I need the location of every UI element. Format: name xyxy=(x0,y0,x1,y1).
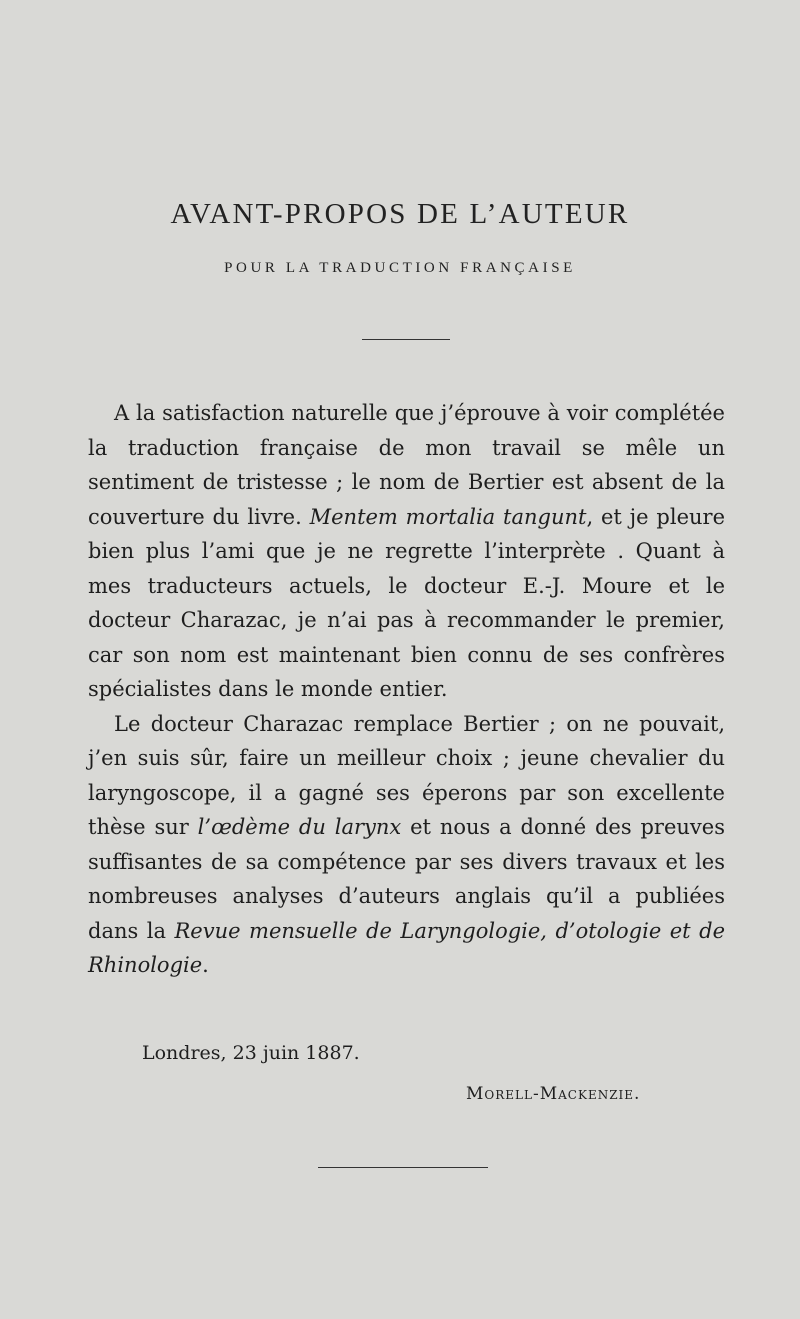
paragraph-2 xyxy=(88,707,725,983)
author-signature: Morell-Mackenzie. xyxy=(466,1084,641,1104)
page-subtitle: POUR LA TRADUCTION FRANÇAISE xyxy=(224,260,576,276)
body-text xyxy=(88,396,725,983)
page-title: AVANT-PROPOS DE L’AUTEUR xyxy=(170,198,630,230)
place-date: Londres, 23 juin 1887. xyxy=(142,1042,360,1064)
paragraph-1-text-1: A la satisfaction naturelle que j’éprouve à voir complétée la traduction française de mon travail se mêle un sentiment de tristesse ; le nom de Bertier est absent de la couverture du livre. xyxy=(88,401,725,529)
bottom-divider xyxy=(318,1167,488,1168)
paragraph-2-text-1: Le docteur Charazac remplace Bertier ; on ne pouvait, j’en suis sûr, faire un meilleur choix ; jeune chevalier du laryngoscope, il a gagné ses éperons par son excellente thèse sur xyxy=(88,711,725,839)
paragraph-2-text-2: et nous a donné des preuves suffisantes de sa compétence par ses divers travaux et les nombreuses analyses d’auteurs anglais qu’il a publiées dans la xyxy=(88,815,725,943)
paragraph-1-latin-quote: Mentem mortalia tangunt xyxy=(309,504,587,529)
paragraph-1-text-2: , et je pleure bien plus l’ami que je ne regrette l’interprète . Quant à mes traducteurs actuels, le docteur E.-J. Moure et le docteur Charazac, je n’ai pas à recommander le premier, car son nom est maintenant bien connu de ses confrères spécialistes dans le monde entier. xyxy=(88,504,725,701)
paragraph-1 xyxy=(88,396,725,707)
paragraph-2-journal-title: Revue mensuelle de Laryngologie, d’otologie et de Rhinologie xyxy=(88,918,725,977)
paragraph-2-text-3: . xyxy=(202,953,209,977)
top-divider xyxy=(362,339,450,340)
paragraph-2-thesis-title: l’œdème du larynx xyxy=(197,815,402,839)
